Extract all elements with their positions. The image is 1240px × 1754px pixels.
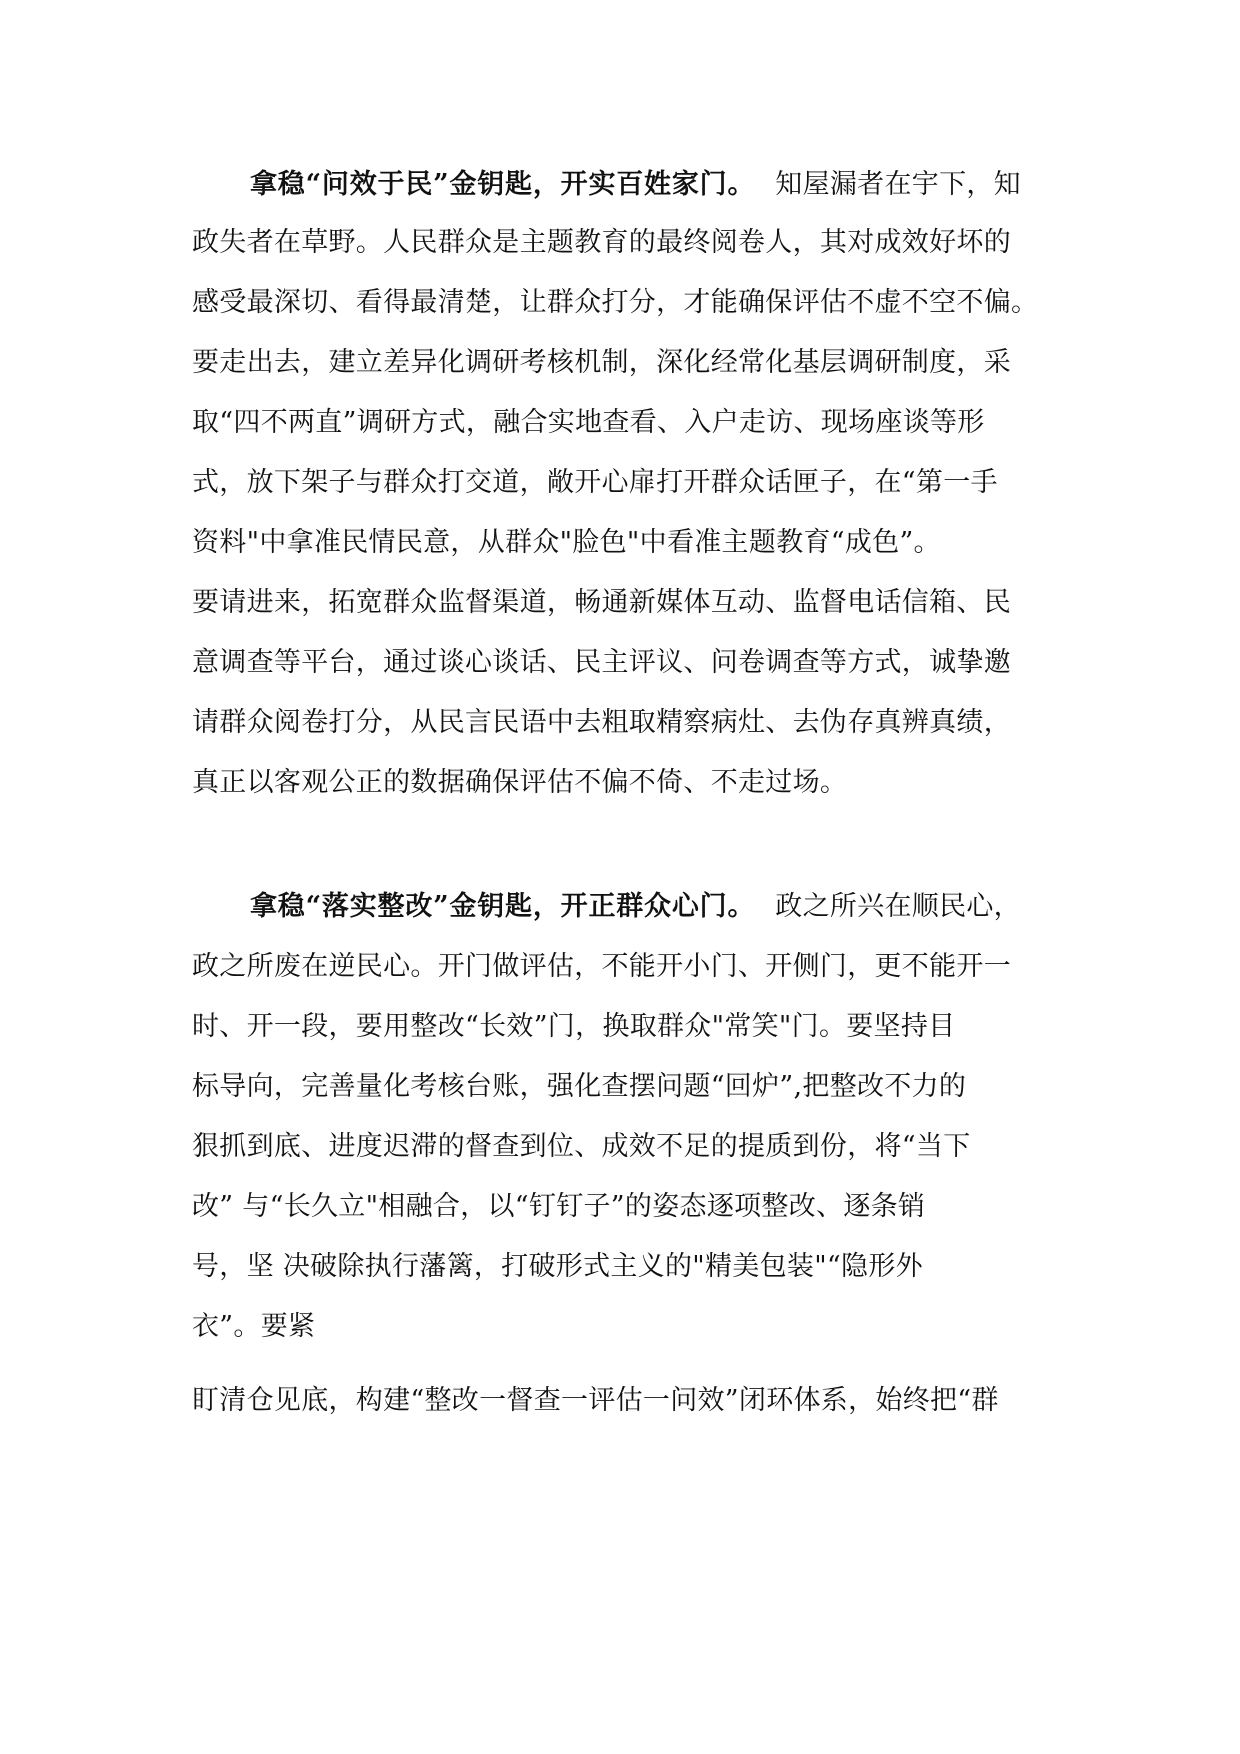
paragraph-2-line-8: 衣”。要紧 xyxy=(192,1311,316,1342)
paragraph-2-line-9: 盯清仓见底，构建“整改一督查一评估一问效”闭环体系，始终把“群 xyxy=(192,1385,999,1416)
paragraph-2-line-2: 政之所废在逆民心。开门做评估，不能开小门、开侧门，更不能开一 xyxy=(192,951,1011,982)
paragraph-1-line-4: 要走出去，建立差异化调研考核机制，深化经常化基层调研制度，采 xyxy=(192,347,1011,378)
paragraph-1-line-9: 意调查等平台，通过谈心谈话、民主评议、问卷调查等方式，诚挚邀 xyxy=(192,647,1011,678)
paragraph-2-line-4: 标导向，完善量化考核台账，强化查摆问题“回炉”,把整改不力的 xyxy=(192,1071,967,1102)
paragraph-1-line-1 xyxy=(250,165,1060,205)
paragraph-1-heading: 拿稳“问效于民”金钥匙，开实百姓家门。 xyxy=(250,169,756,200)
paragraph-1-line-10: 请群众阅卷打分，从民言民语中去粗取精察病灶、去伪存真辨真绩， xyxy=(192,707,1011,738)
paragraph-1-line-3: 感受最深切、看得最清楚，让群众打分，才能确保评估不虚不空不偏。 xyxy=(192,287,1039,318)
paragraph-2-line-7: 号，坚 决破除执行藩篱，打破形式主义的"精美包装"“隐形外 xyxy=(192,1251,923,1282)
paragraph-1-text: 知屋漏者在宇下，知 xyxy=(775,169,1021,200)
paragraph-2-line-1 xyxy=(250,887,1060,927)
paragraph-2-line-5: 狠抓到底、进度迟滞的督查到位、成效不足的提质到份，将“当下 xyxy=(192,1131,971,1162)
paragraph-1-line-2: 政失者在草野。人民群众是主题教育的最终阅卷人，其对成效好坏的 xyxy=(192,227,1011,258)
paragraph-1-line-5: 取“四不两直”调研方式，融合实地查看、入户走访、现场座谈等形 xyxy=(192,407,985,438)
paragraph-1-line-7: 资料"中拿准民情民意，从群众"脸色"中看准主题教育“成色”。 xyxy=(192,527,941,558)
paragraph-2-text: 政之所兴在顺民心， xyxy=(775,891,1021,922)
paragraph-2-line-6: 改” 与“长久立"相融合，以“钉钉子”的姿态逐项整改、逐条销 xyxy=(192,1191,926,1222)
paragraph-1-line-8: 要请进来，拓宽群众监督渠道，畅通新媒体互动、监督电话信箱、民 xyxy=(192,587,1011,618)
paragraph-2-line-3: 时、开一段，要用整改“长效”门，换取群众"常笑"门。要坚持目 xyxy=(192,1011,956,1042)
paragraph-2-heading: 拿稳“落实整改”金钥匙，开正群众心门。 xyxy=(250,891,756,922)
paragraph-1-line-6: 式，放下架子与群众打交道，敞开心扉打开群众话匣子，在“第一手 xyxy=(192,467,998,498)
paragraph-1-line-11: 真正以客观公正的数据确保评估不偏不倚、不走过场。 xyxy=(192,767,848,798)
